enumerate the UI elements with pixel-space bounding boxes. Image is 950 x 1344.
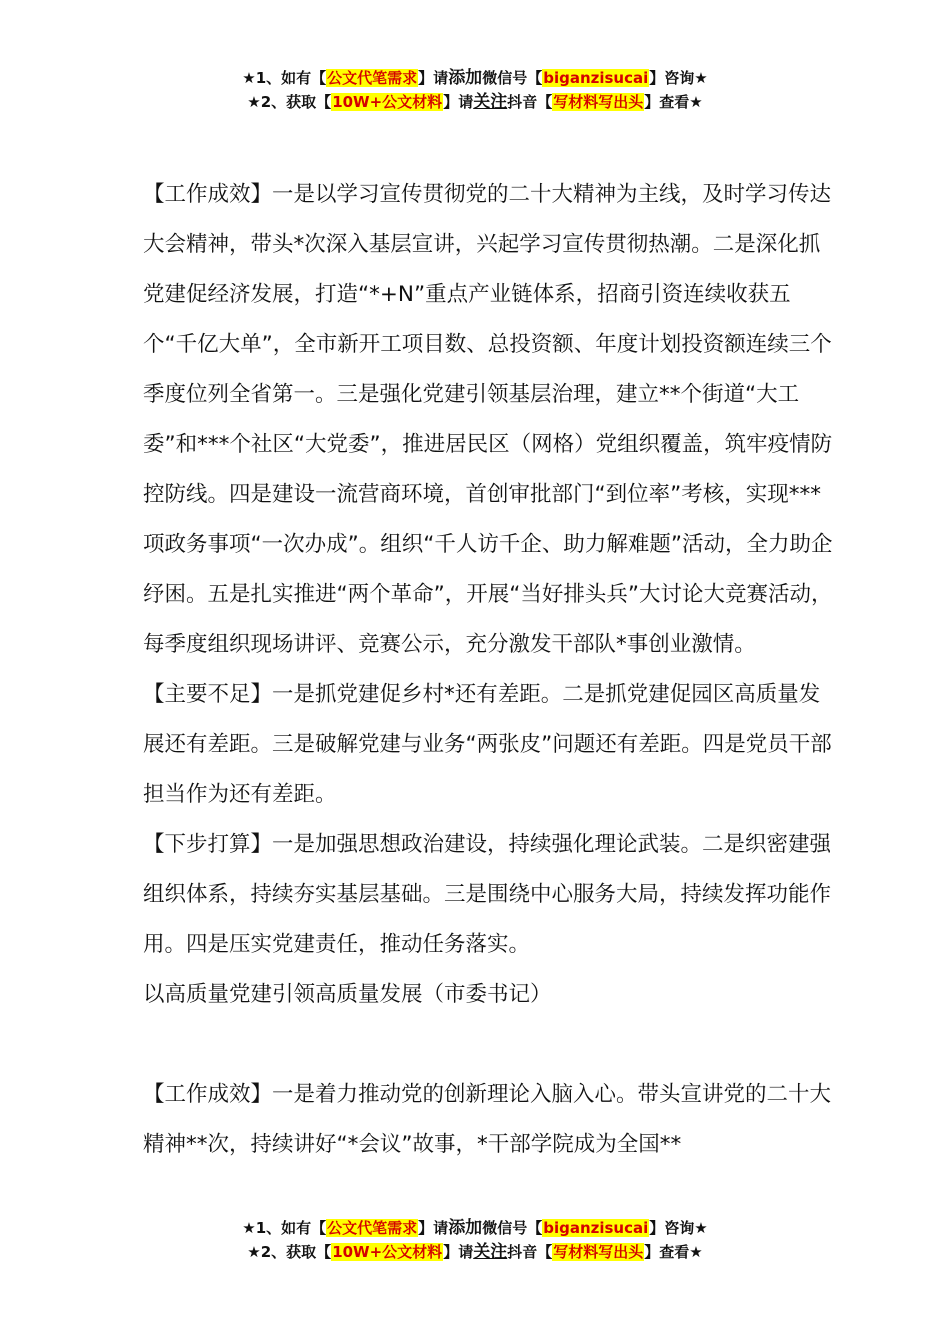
banner-text: 抖音【 <box>507 93 553 111</box>
banner-text: 】咨询★ <box>649 1219 708 1237</box>
banner-text: 】请 <box>418 1219 449 1237</box>
banner-text: ★1、如有【 <box>242 69 327 87</box>
banner-emphasis: 关注 <box>473 1242 508 1262</box>
banner-text: 】查看★ <box>644 93 703 111</box>
banner-text: 】咨询★ <box>649 69 708 87</box>
footer-banner <box>0 1216 950 1264</box>
banner-line-1 <box>0 1216 950 1240</box>
highlight-service: 公文代笔需求 <box>327 69 418 87</box>
banner-text: 】请 <box>418 69 449 87</box>
highlight-wechat-id: biganzisucai <box>543 69 649 87</box>
paragraph-work-results-2: 【工作成效】一是着力推动党的创新理论入脑入心。带头宣讲党的二十大精神**次，持续讲好“*会议”故事，*干部学院成为全国** <box>143 1082 832 1157</box>
paragraph-next-steps: 【下步打算】一是加强思想政治建设，持续强化理论武装。二是织密建强组织体系，持续夯实基层基础。三是围绕中心服务大局，持续发挥功能作用。四是压实党建责任，推动任务落实。 <box>143 832 832 957</box>
header-banner <box>0 66 950 114</box>
highlight-douyin-account: 写材料写出头 <box>553 1243 644 1261</box>
banner-emphasis: 添加 <box>448 1218 483 1238</box>
paragraph-shortcomings: 【主要不足】一是抓党建促乡村*还有差距。二是抓党建促园区高质量发展还有差距。三是破解党建与业务“两张皮”问题还有差距。四是党员干部担当作为还有差距。 <box>143 682 832 807</box>
banner-text: 微信号【 <box>482 69 543 87</box>
highlight-wechat-id: biganzisucai <box>543 1219 649 1237</box>
banner-line-2 <box>0 90 950 114</box>
banner-text: ★2、获取【 <box>247 1243 332 1261</box>
banner-line-1 <box>0 66 950 90</box>
paragraph-work-results: 【工作成效】一是以学习宣传贯彻党的二十大精神为主线，及时学习传达大会精神，带头*次深入基层宣讲，兴起学习宣传贯彻热潮。二是深化抓党建促经济发展，打造“*+N”重点产业链体系，招商引资连续收获五个“千亿大单”，全市新开工项目数、总投资额、年度计划投资额连续三个季度位列全省第一。三是强化党建引领基层治理，建立**个街道“大工委”和***个社区“大党委”，推进居民区（网格）党组织覆盖，筑牢疫情防控防线。四是建设一流营商环境，首创审批部门“到位率”考核，实现***项政务事项“一次办成”。组织“千人访千企、助力解难题”活动，全力助企纾困。五是扎实推进“两个革命”，开展“当好排头兵”大讨论大竞赛活动，每季度组织现场讲评、竞赛公示，充分激发干部队*事创业激情。 <box>143 182 833 657</box>
banner-text: ★2、获取【 <box>247 93 332 111</box>
section-heading: 以高质量党建引领高质量发展（市委书记） <box>143 982 552 1007</box>
banner-text: 】请 <box>443 1243 474 1261</box>
document-body <box>143 170 833 1170</box>
highlight-materials: 10W+公文材料 <box>332 93 443 111</box>
highlight-douyin-account: 写材料写出头 <box>553 93 644 111</box>
highlight-materials: 10W+公文材料 <box>332 1243 443 1261</box>
banner-text: 】请 <box>443 93 474 111</box>
banner-text: ★1、如有【 <box>242 1219 327 1237</box>
blank-line <box>143 1020 833 1070</box>
banner-text: 微信号【 <box>482 1219 543 1237</box>
banner-text: 抖音【 <box>507 1243 553 1261</box>
banner-emphasis: 添加 <box>448 68 483 88</box>
banner-emphasis: 关注 <box>473 92 508 112</box>
banner-line-2 <box>0 1240 950 1264</box>
banner-text: 】查看★ <box>644 1243 703 1261</box>
highlight-service: 公文代笔需求 <box>327 1219 418 1237</box>
